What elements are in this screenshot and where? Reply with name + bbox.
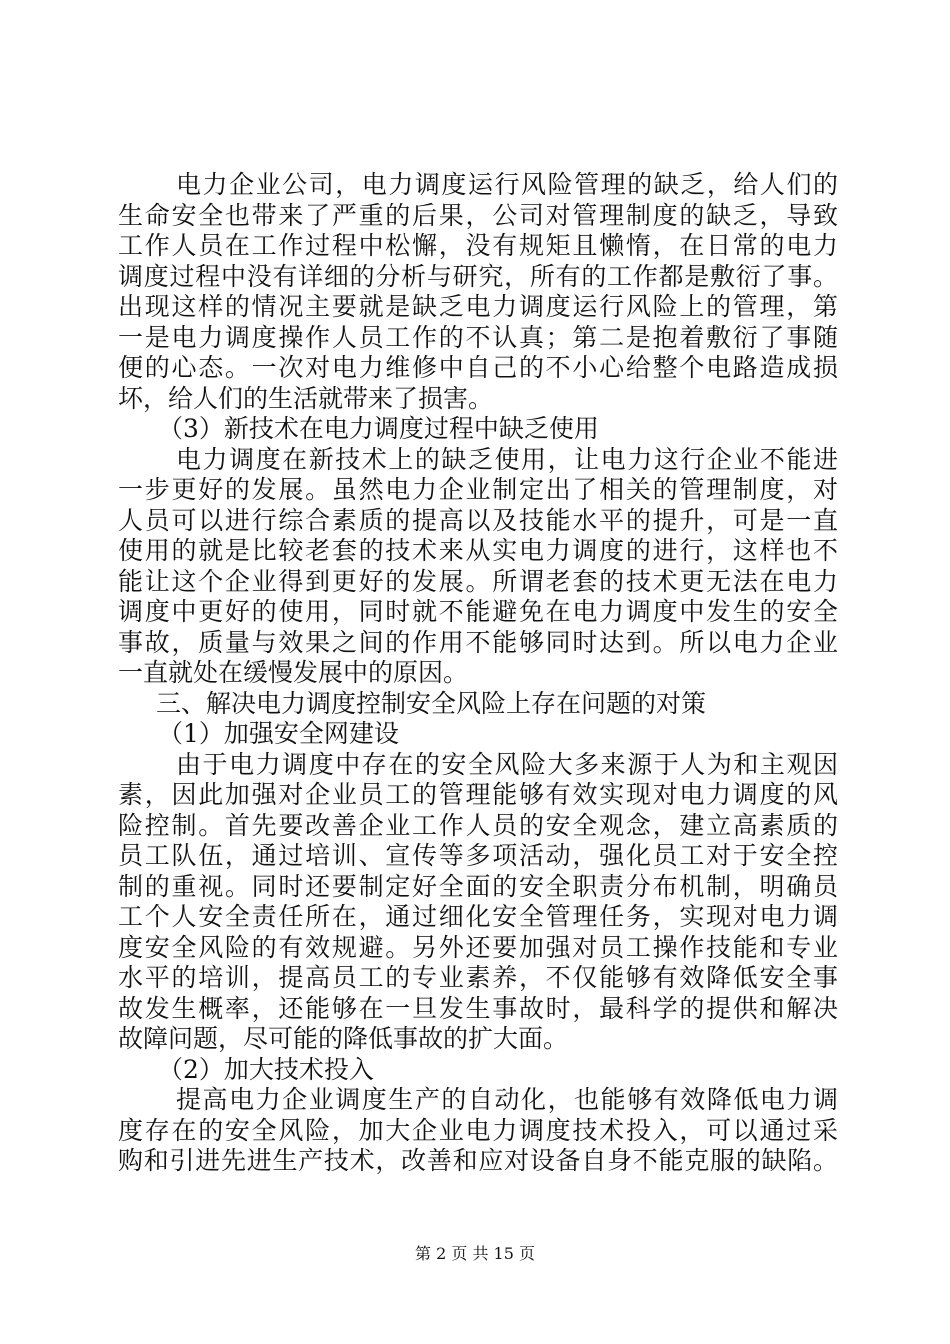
- paragraph-line: 能让这个企业得到更好的发展。所谓老套的技术更无法在电力: [118, 566, 838, 596]
- paragraph-line: 坏，给人们的生活就带来了损害。: [118, 383, 494, 413]
- paragraph-line: 生命安全也带来了严重的后果，公司对管理制度的缺乏，导致: [118, 200, 838, 230]
- paragraph-line: 便的心态。一次对电力维修中自己的不小心给整个电路造成损: [118, 353, 838, 382]
- paragraph-line: 电力企业公司，电力调度运行风险管理的缺乏，给人们的: [176, 170, 838, 199]
- page-number-footer: 第 2 页 共 15 页: [415, 1244, 535, 1263]
- section-heading: 三、解决电力调度控制安全风险上存在问题的对策: [156, 688, 707, 718]
- paragraph-line: 制的重视。同时还要制定好全面的安全职责分布机制，明确员: [118, 871, 838, 901]
- paragraph-line: 员工队伍，通过培训、宣传等多项活动，强化员工对于安全控: [118, 841, 838, 870]
- paragraph-line: 出现这样的情况主要就是缺乏电力调度运行风险上的管理，第: [118, 292, 838, 321]
- section-subheading: （3）新技术在电力调度过程中缺乏使用: [158, 414, 599, 443]
- paragraph-line: 调度中更好的使用，同时就不能避免在电力调度中发生的安全: [118, 597, 838, 626]
- paragraph-line: 故障问题，尽可能的降低事故的扩大面。: [118, 1024, 569, 1053]
- paragraph-line: 度安全风险的有效规避。另外还要加强对员工操作技能和专业: [118, 932, 838, 962]
- paragraph-line: 工个人安全责任所在，通过细化安全管理任务，实现对电力调: [118, 902, 838, 931]
- paragraph-line: 使用的就是比较老套的技术来从实电力调度的进行，这样也不: [118, 536, 838, 565]
- paragraph-line: 度存在的安全风险，加大企业电力调度技术投入，可以通过采: [118, 1115, 838, 1145]
- paragraph-line: 素，因此加强对企业员工的管理能够有效实现对电力调度的风: [118, 780, 838, 809]
- paragraph-line: 故发生概率，还能够在一旦发生事故时，最科学的提供和解决: [118, 993, 838, 1023]
- paragraph-line: 一步更好的发展。虽然电力企业制定出了相关的管理制度，对: [118, 475, 838, 504]
- paragraph-line: 调度过程中没有详细的分析与研究，所有的工作都是敷衍了事。: [118, 261, 838, 291]
- paragraph-line: 事故，质量与效果之间的作用不能够同时达到。所以电力企业: [118, 627, 838, 657]
- paragraph-line: 由于电力调度中存在的安全风险大多来源于人为和主观因: [176, 749, 838, 779]
- paragraph-line: 工作人员在工作过程中松懈，没有规矩且懒惰，在日常的电力: [118, 231, 838, 260]
- paragraph-line: 电力调度在新技术上的缺乏使用，让电力这行企业不能进: [176, 444, 838, 474]
- paragraph-line: 一直就处在缓慢发展中的原因。: [118, 658, 469, 687]
- paragraph-line: 险控制。首先要改善企业工作人员的安全观念，建立高素质的: [118, 810, 838, 840]
- section-subheading: （2）加大技术投入: [158, 1054, 374, 1084]
- section-subheading: （1）加强安全网建设: [158, 719, 399, 748]
- paragraph-line: 一是电力调度操作人员工作的不认真；第二是抱着敷衍了事随: [118, 322, 838, 352]
- document-body: [118, 170, 838, 1177]
- paragraph-line: 人员可以进行综合素质的提高以及技能水平的提升，可是一直: [118, 505, 838, 535]
- paragraph-line: 购和引进先进生产技术，改善和应对设备自身不能克服的缺陷。: [118, 1146, 838, 1175]
- paragraph-line: 提高电力企业调度生产的自动化，也能够有效降低电力调: [176, 1085, 838, 1114]
- paragraph-line: 水平的培训，提高员工的专业素养，不仅能够有效降低安全事: [118, 963, 838, 992]
